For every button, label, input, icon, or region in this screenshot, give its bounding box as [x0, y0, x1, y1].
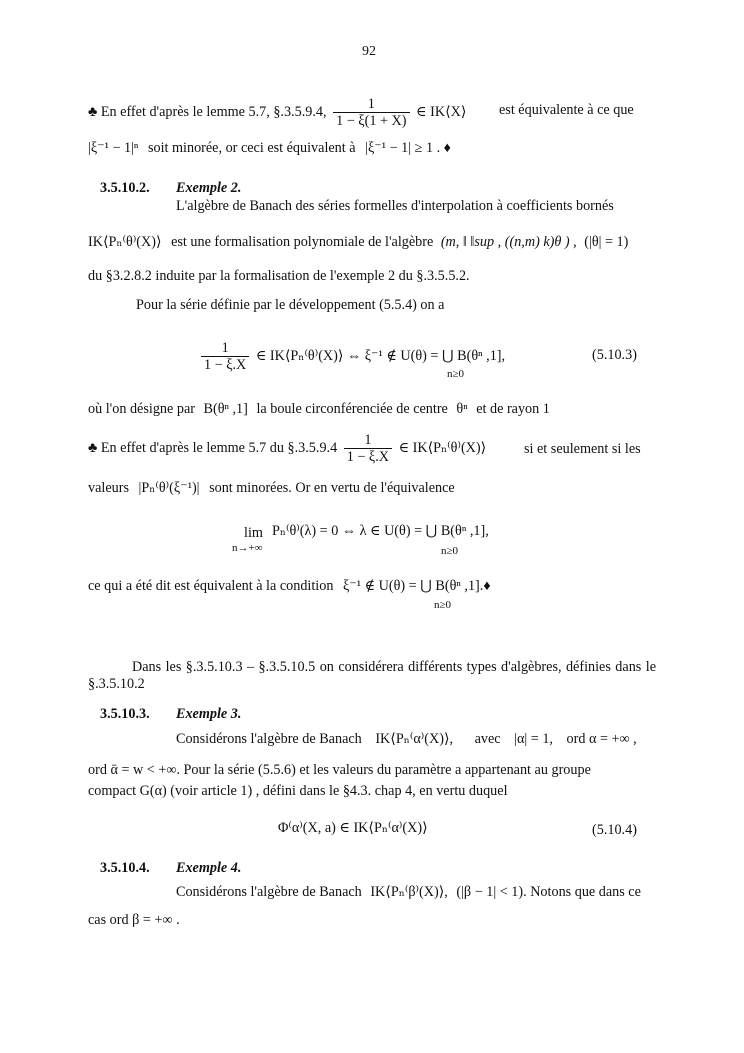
s1-line7-a: valeurs — [88, 480, 129, 496]
p1-mid: ∈ IK⟨X⟩ — [416, 103, 467, 120]
paragraph-1-line-1 — [88, 96, 466, 129]
section-3-title: Exemple 3. — [176, 706, 242, 722]
s1-line8-expr: ξ⁻¹ ∉ U(θ) = ⋃ B(θⁿ ,1].♦ — [342, 578, 491, 594]
paragraph-1-line-2 — [88, 140, 451, 157]
eq-5-10-4-label: (5.10.4) — [592, 822, 637, 838]
s1-line-7 — [88, 480, 455, 497]
s1-line6-fraction — [344, 432, 392, 465]
eq2-lim-under: n→+∞ — [232, 542, 263, 554]
s3-line1-expr: IK⟨Pₙ⁽β⁾(X)⟩, — [370, 884, 448, 900]
s3-line1-c: (|β − 1| < 1) — [456, 884, 524, 900]
s3-line1-d: . Notons que dans ce — [523, 884, 641, 900]
s1-line-5 — [88, 401, 550, 418]
s1-line5-c: θⁿ — [456, 401, 468, 417]
equation-5-10-4: Φ⁽α⁾(X, a) ∈ IK⟨Pₙ⁽α⁾(X)⟩ — [278, 820, 428, 836]
s1-line6-mid: ∈ IK⟨Pₙ⁽θ⁾(X)⟩ — [398, 439, 487, 456]
s3-line-2: cas ord β = +∞ . — [88, 912, 180, 928]
p1-frac-num: 1 — [333, 96, 409, 113]
eq2-body: Pₙ⁽θ⁾(λ) = 0 ⇔ λ ∈ U(θ) = ⋃ B(θⁿ ,1], — [272, 523, 489, 539]
section-4-number: 3.5.10.4. — [100, 860, 150, 876]
section-number: 3.5.10.2. — [100, 180, 150, 196]
page-number: 92 — [362, 44, 376, 59]
s1-line8-under: n≥0 — [434, 599, 452, 611]
s1-line2-alg: (m, ‖ ‖sup , ((n,m) k)θ ) , — [440, 234, 577, 250]
eq1-label: (5.10.3) — [592, 347, 637, 363]
s2-line-2 — [88, 762, 591, 779]
s1-line-1: L'algèbre de Banach des séries formelles d'interpolation à coefficients bornés — [176, 198, 614, 214]
s2-line2-text: . Pour la série (5.5.6) et les valeurs du paramètre a appartenant au groupe — [176, 762, 591, 778]
s1-line6-num: 1 — [344, 432, 392, 449]
s1-line5-a: où l'on désigne par — [88, 401, 195, 417]
eq1-num: 1 — [201, 340, 249, 357]
s1-line6-suffix: si et seulement si les — [524, 441, 641, 457]
p1-suffix: est équivalente à ce que — [499, 102, 634, 118]
s2-line1-a: Considérons l'algèbre de Banach — [176, 731, 362, 747]
s1-line5-b: la boule circonférenciée de centre — [256, 401, 448, 417]
p1-fraction — [333, 96, 409, 129]
s1-line-6 — [88, 432, 486, 465]
s2-line-1 — [176, 731, 637, 748]
eq1-body: ∈ IK⟨Pₙ⁽θ⁾(X)⟩ ⇔ ξ⁻¹ ∉ U(θ) = ⋃ B(θⁿ ,1], — [255, 347, 506, 364]
s1-line2-expr: IK⟨Pₙ⁽θ⁾(X)⟩ — [88, 234, 162, 250]
paragraph-2: Dans les §.3.5.10.3 – §.3.5.10.5 on considérera différents types d'algèbres, définies dans le §.3.5.10.2 — [88, 659, 656, 692]
s3-line1-a: Considérons l'algèbre de Banach — [176, 884, 362, 900]
s1-line-4: Pour la série définie par le développement (5.5.4) on a — [136, 297, 445, 313]
p1-frac-den: 1 − ξ(1 + X) — [336, 113, 407, 129]
s1-line-8 — [88, 578, 491, 595]
eq1-den: 1 − ξ.X — [204, 357, 247, 373]
section-3-number: 3.5.10.3. — [100, 706, 150, 722]
s1-line-2 — [88, 234, 628, 251]
eq1-fraction — [201, 340, 249, 373]
eq2-under: n≥0 — [441, 545, 459, 557]
s1-line6-den: 1 − ξ.X — [346, 449, 390, 465]
s2-line2-expr: ord ᾱ = w < +∞ — [88, 762, 177, 778]
s2-line1-b: avec — [474, 731, 501, 747]
eq2-lim: lim — [244, 525, 263, 541]
s1-line5-expr: B(θⁿ ,1] — [203, 401, 248, 417]
p1-prefix: ♣ En effet d'après le lemme 5.7, §.3.5.9.4, — [88, 103, 327, 120]
s2-line-3: compact G(α) (voir article 1) , défini dans le §4.3. chap 4, en vertu duquel — [88, 783, 508, 799]
s1-line7-b: sont minorées. Or en vertu de l'équivalence — [209, 480, 455, 496]
s2-line1-d: ord α = +∞ , — [566, 731, 637, 747]
s1-line2-text: est une formalisation polynomiale de l'algèbre — [171, 234, 434, 250]
p1-line2-text: soit minorée, or ceci est équivalent à — [147, 140, 356, 156]
section-4-title: Exemple 4. — [176, 860, 242, 876]
s1-line6-prefix: ♣ En effet d'après le lemme 5.7 du §.3.5.9.4 — [88, 439, 338, 456]
s1-line7-expr: |Pₙ⁽θ⁾(ξ⁻¹)| — [138, 480, 200, 496]
p1-line2-expr: |ξ⁻¹ − 1|ⁿ — [88, 140, 139, 156]
s3-line-1 — [176, 884, 641, 901]
s1-line5-d: et de rayon 1 — [476, 401, 550, 417]
s1-line8-a: ce qui a été dit est équivalent à la condition — [88, 578, 334, 594]
s1-line-3: du §3.2.8.2 induite par la formalisation de l'exemple 2 du §.3.5.5.2. — [88, 268, 470, 284]
s1-line2-cond: (|θ| = 1) — [584, 234, 629, 250]
section-title: Exemple 2. — [176, 180, 242, 196]
s2-line1-expr: IK⟨Pₙ⁽α⁾(X)⟩, — [375, 731, 454, 747]
p1-line2-expr2: |ξ⁻¹ − 1| ≥ 1 . ♦ — [365, 140, 451, 156]
s2-line1-c: |α| = 1, — [514, 731, 553, 747]
eq1-under: n≥0 — [447, 368, 465, 380]
